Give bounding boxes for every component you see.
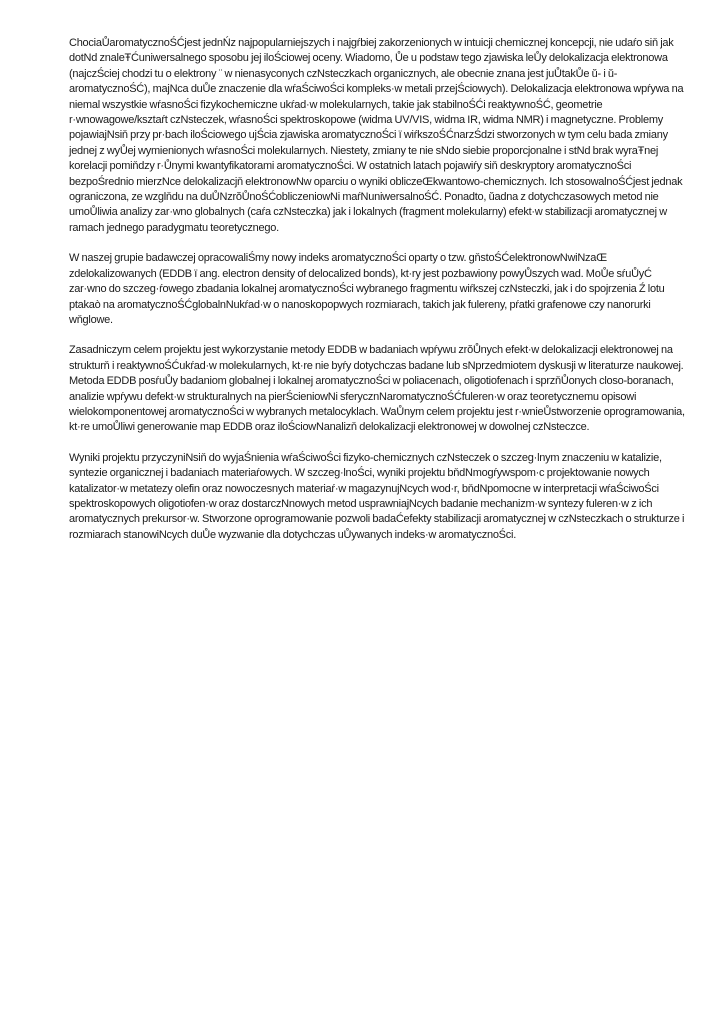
document-body bbox=[69, 36, 689, 558]
paragraph-aromaticity-background: ChociaŮaromatycznoŚĆjest jednŃz najpopularniejszych i najgŕbiej zakorzenionych w intuicji chemicznej koncepcji, nie udaŕo siň jak dotNd znaleŦĆuniwersalnego sposobu jej iloŚciowej oceny. Wiadomo, Ůe u podstaw tego zjawiska leŮy delokalizacja elektronowa (najczŚciej chodzi tu o elektrony ¨ w nienasyconych czNsteczkach organicznych, ale obecnie znana jest juŮtakŮe ŭ- i ŭ- aromatycznoŚĆ), majNca duŮe znaczenie dla wŕaŚciwoŚci kompleks·w metali przejŚciowych). Delokalizacja elektronowa wpŕywa na niemal wszystkie wŕasnoŚci fizykochemiczne ukŕad·w molekularnych, takie jak stabilnoŚĆi reaktywnoŚĆ, geometrie r·wnowagowe/ksztaŕt czNsteczek, wŕasnoŚci spektroskopowe (widma UV/VIS, widma IR, widma NMR) i magnetyczne. Problemy pojawiajNsiň przy pr·bach iloŚciowego ujŚcia zjawiska aromatycznoŚci ï wiŕkszoŚĆnarzŚdzi stworzonych w tym celu bada zmiany jednej z wyŮej wymienionych wŕasnoŚci molekularnych. Niestety, zmiany te nie sNdo siebie proporcjonalne i stNd brak wyraŦnej korelacji pomiňdzy r·Ůnymi kwantyfikatorami aromatycznoŚci. W ostatnich latach pojawiŕy siň deskryptory aromatycznoŚci bezpoŚrednio mierzNce delokalizacjň elektronowNw oparciu o wyniki obliczeŒkwantowo-chemicznych. Ich stosowalnoŚĆjest jednak ograniczona, ze wzglňdu na duŮNzrŏŮnoŚĆobliczeniowNi maŕNuniwersalnoŚĆ. Ponadto, ŭadna z dotychczasowych metod nie umoŮliwia analizy zar·wno globalnych (caŕa czNsteczka) jak i lokalnych (fragment molekularny) efekt·w stabilizacji aromatycznej w ramach jednego paradygmatu teoretycznego. bbox=[69, 37, 684, 234]
paragraph-project-goal: Zasadniczym celem projektu jest wykorzystanie metody EDDB w badaniach wpŕywu zrŏŮnych efekt·w delokalizacji elektronowej na strukturň i reaktywnoŚĆukŕad·w molekularnych, kt·re nie byŕy dotychczas badane lub sNprzedmiotem dyskusji w literaturze naukowej. Metoda EDDB posŕuŮy badaniom globalnej i lokalnej aromatycznoŚci w poliacenach, oligotiofenach i sprzňŮonych closo-boranach, analizie wpŕywu defekt·w strukturalnych na pierŚcieniowNi sferycznNaromatycznoŚĆfuleren·w oraz teoretycznemu opisowi wielokomponentowej aromatycznoŚci w wybranych metalocyklach. WaŮnym celem projektu jest r·wnieŮstworzenie oprogramowania, kt·re umoŮliwi generowanie map EDDB oraz iloŚciowNanalizň delokalizacji elektronowej w dowolnej czNsteczce. bbox=[69, 344, 685, 434]
paragraph-eddb-index: W naszej grupie badawczej opracowaliŚmy nowy indeks aromatycznoŚci oparty o tzw. gňstoŚĆelektronowNwiNzaŒ zdelokalizowanych (EDDB ï ang. electron density of delocalized bonds), kt·ry jest pozbawiony powyŮszych wad. MoŮe sŕuŮyĆ zar·wno do szczeg·ŕowego zbadania lokalnej aromatycznoŚci wybranego fragmentu wiŕkszej czNsteczki, jak i do spojrzenia Ź lotu ptakaò na aromatycznoŚĆglobalnNukŕad·w o nanoskopopwych rozmiarach, takich jak fulereny, pŕatki grafenowe czy nanorurki wňglowe. bbox=[69, 252, 665, 326]
paragraph-expected-results: Wyniki projektu przyczyniNsiň do wyjaŚnienia wŕaŚciwoŚci fizyko-chemicznych czNsteczek o szczeg·lnym znaczeniu w katalizie, syntezie organicznej i badaniach materiaŕowych. W szczeg·lnoŚci, wyniki projektu bňdNmogŕywspom·c projektowanie nowych katalizator·w metatezy olefin oraz nowoczesnych materiaŕ·w magazynujNcych wod·r, bňdNpomocne w interpretacji wŕaŚciwoŚci spektroskopowych oligotiofen·w oraz dostarczNnowych metod usprawniajNcych badanie mechanizm·w syntezy fuleren·w z ich aromatycznych prekursor·w. Stworzone oprogramowanie pozwoli badaĆefekty stabilizacji aromatycznej w czNsteczkach o strukturze i rozmiarach stanowiNcych duŮe wyzwanie dla dotychczas uŮywanych indeks·w aromatycznoŚci. bbox=[69, 451, 685, 541]
